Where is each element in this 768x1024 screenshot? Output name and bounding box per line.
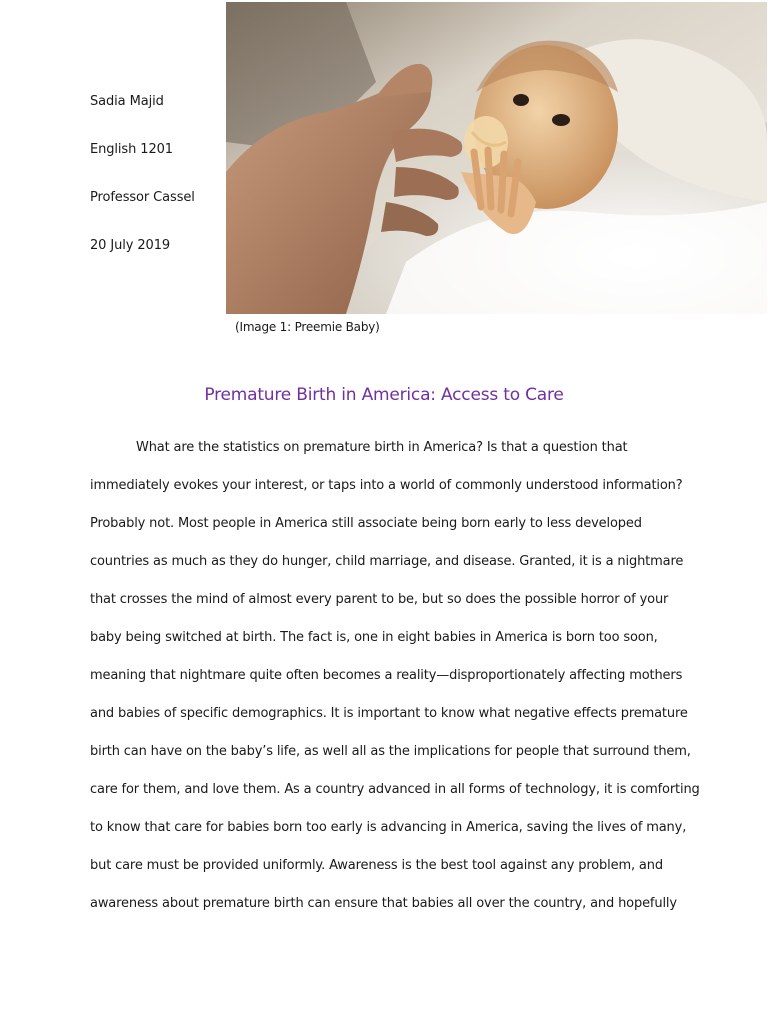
paragraph-line: that crosses the mind of almost every parent to be, but so does the possible horror of your xyxy=(90,592,669,607)
paragraph-line: meaning that nightmare quite often becomes a reality—disproportionately affecting mothers xyxy=(90,668,683,683)
photo-icon xyxy=(226,2,767,314)
author-name: Sadia Majid xyxy=(90,94,164,109)
paragraph-line: care for them, and love them. As a country advanced in all forms of technology, it is comforting xyxy=(90,782,700,797)
paragraph-line: What are the statistics on premature birth in America? Is that a question that xyxy=(136,440,628,455)
paragraph-line: and babies of specific demographics. It is important to know what negative effects premature xyxy=(90,706,688,721)
document-title: Premature Birth in America: Access to Care xyxy=(204,385,564,405)
paragraph-line: but care must be provided uniformly. Awareness is the best tool against any problem, and xyxy=(90,858,663,873)
header-block xyxy=(90,94,220,286)
paragraph-line: awareness about premature birth can ensure that babies all over the country, and hopefully xyxy=(90,896,677,911)
course-name: English 1201 xyxy=(90,142,173,157)
date: 20 July 2019 xyxy=(90,238,171,253)
paragraph-line: countries as much as they do hunger, child marriage, and disease. Granted, it is a nightmare xyxy=(90,554,684,569)
paragraph-line: birth can have on the baby’s life, as well all as the implications for people that surround them, xyxy=(90,744,691,759)
body-paragraph xyxy=(90,438,700,932)
preemie-baby-photo xyxy=(226,2,767,314)
professor-name: Professor Cassel xyxy=(90,190,195,205)
paragraph-line: to know that care for babies born too early is advancing in America, saving the lives of many, xyxy=(90,820,687,835)
figure-caption: (Image 1: Preemie Baby) xyxy=(235,320,380,334)
paragraph-line: Probably not. Most people in America still associate being born early to less developed xyxy=(90,516,642,531)
paragraph-line: immediately evokes your interest, or taps into a world of commonly understood information? xyxy=(90,478,683,493)
paragraph-line: baby being switched at birth. The fact is, one in eight babies in America is born too soon, xyxy=(90,630,658,645)
